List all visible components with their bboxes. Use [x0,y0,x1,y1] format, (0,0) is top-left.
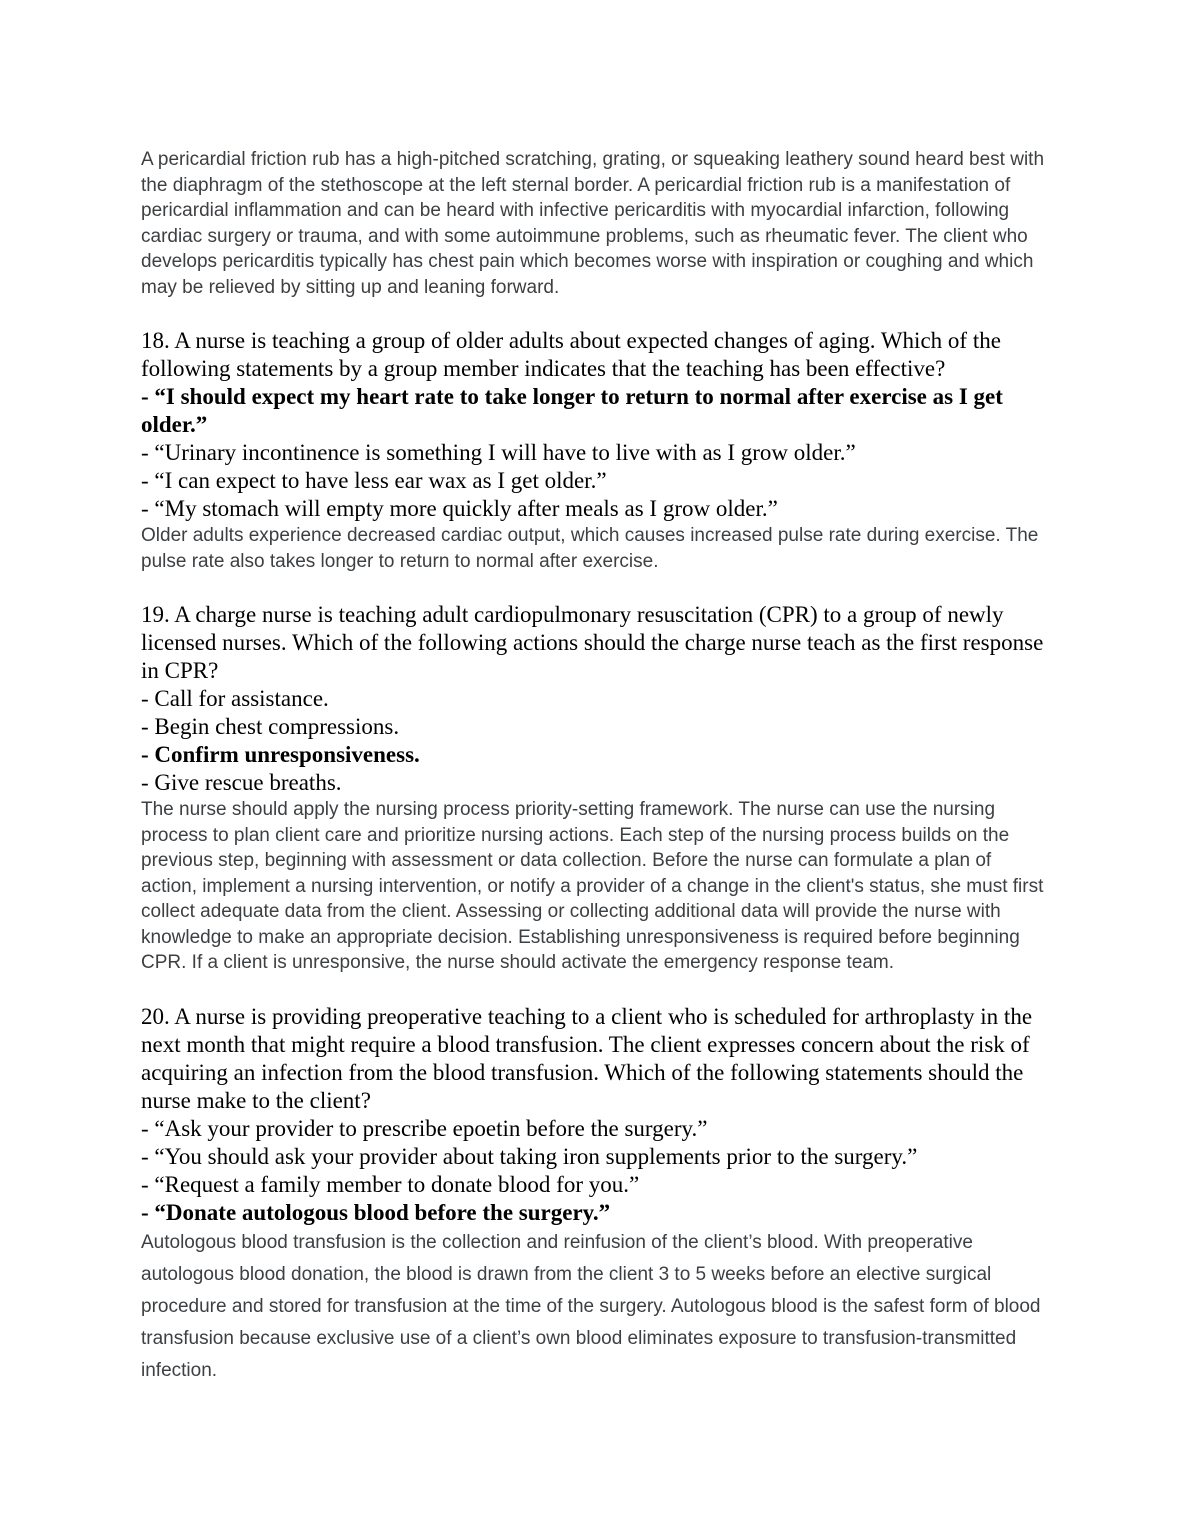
answer-option: - Call for assistance. [141,686,329,711]
question-text: 18. A nurse is teaching a group of older adults about expected changes of aging. Which of the following statements by a group member indicates that the teaching has been effective? [141,328,1001,381]
question-text: 20. A nurse is providing preoperative teaching to a client who is scheduled for arthroplasty in the next month that might require a blood transfusion. The client expresses concern about the risk of acquiring an infection from the blood transfusion. Which of the following statements should the nurse make to the client? [141,1003,1033,1113]
question-block-18 [141,327,1050,574]
rationale-paragraph: A pericardial friction rub has a high-pitched scratching, grating, or squeaking leathery sound heard best with the diaphragm of the stethoscope at the left sternal border. A pericardial friction rub is a manifestation of pericardial inflammation and can be heard with infective pericarditis with myocardial infarction, following cardiac surgery or trauma, and with some autoimmune problems, such as rheumatic fever. The client who develops pericarditis typically has chest pain which becomes worse with inspiration or coughing and which may be relieved by sitting up and leaning forward. [141,149,1045,298]
question-block-19 [141,601,1050,976]
rationale-paragraph: Autologous blood transfusion is the collection and reinfusion of the client’s blood. With preoperative autologous blood donation, the blood is drawn from the client 3 to 5 weeks before an elective surgical procedure and stored for transfusion at the time of the surgery. Autologous blood is the safest form of blood transfusion because exclusive use of a client’s own blood eliminates exposure to transfusion-transmitted infection. [141,1231,1041,1381]
rationale-paragraph: The nurse should apply the nursing process priority-setting framework. The nurse can use the nursing process to plan client care and prioritize nursing actions. Each step of the nursing process builds on the previous step, beginning with assessment or data collection. Before the nurse can formulate a plan of action, implement a nursing intervention, or notify a provider of a change in the client's status, she must first collect adequate data from the client. Assessing or collecting additional data will provide the nurse with knowledge to make an appropriate decision. Establishing unresponsiveness is required before beginning CPR. If a client is unresponsive, the nurse should activate the emergency response team. [141,799,1044,973]
question-block-20 [141,1003,1050,1387]
rationale-paragraph: Older adults experience decreased cardiac output, which causes increased pulse rate during exercise. The pulse rate also takes longer to return to normal after exercise. [141,525,1039,572]
answer-option: - “I can expect to have less ear wax as I get older.” [141,468,607,493]
answer-option: - “You should ask your provider about taking iron supplements prior to the surgery.” [141,1143,918,1169]
answer-option-correct: - “Donate autologous blood before the surgery.” [141,1199,611,1225]
answer-option-correct: - “I should expect my heart rate to take longer to return to normal after exercise as I get older.” [141,384,1003,437]
answer-option: - “Ask your provider to prescribe epoetin before the surgery.” [141,1115,708,1141]
question-text: 19. A charge nurse is teaching adult cardiopulmonary resuscitation (CPR) to a group of newly licensed nurses. Which of the following actions should the charge nurse teach as the first response in CPR? [141,602,1044,683]
answer-option: - Give rescue breaths. [141,770,342,795]
answer-option: - “My stomach will empty more quickly after meals as I grow older.” [141,496,778,521]
answer-option-correct: - Confirm unresponsiveness. [141,742,420,767]
answer-option: - Begin chest compressions. [141,714,400,739]
answer-option: - “Urinary incontinence is something I will have to live with as I grow older.” [141,440,856,465]
answer-option: - “Request a family member to donate blood for you.” [141,1171,640,1197]
